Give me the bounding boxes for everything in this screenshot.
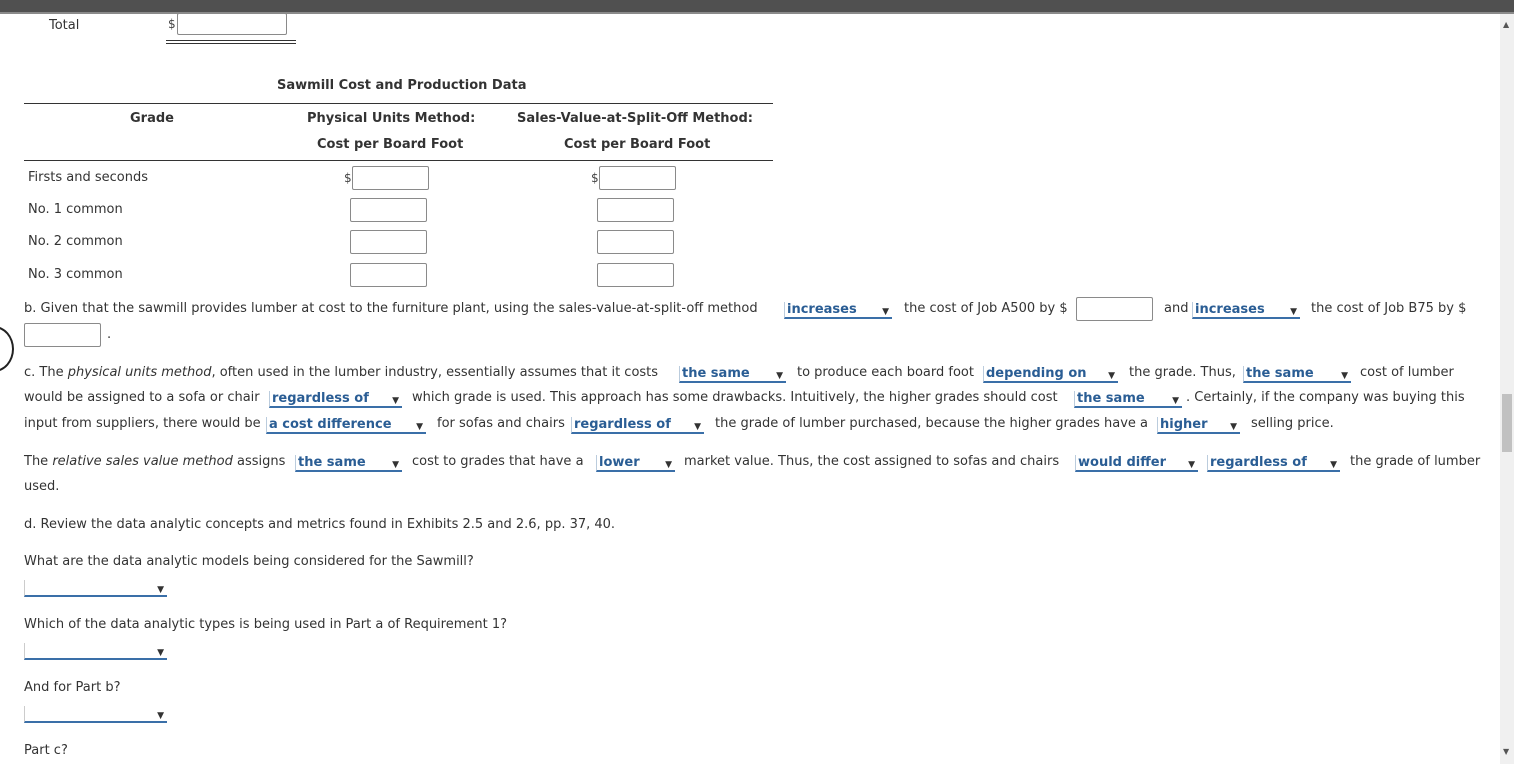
part-d-question-3: And for Part b? — [24, 680, 121, 695]
dropdown-arrow-icon: ▼ — [1330, 460, 1337, 470]
part-b-period: . — [107, 327, 112, 342]
col-header-grade: Grade — [130, 111, 174, 126]
total-double-underline-1 — [166, 40, 296, 41]
part-b-text-1: b. Given that the sawmill provides lumber at cost to the furniture plant, using the sales-value-at-split-off method — [24, 301, 758, 316]
part-c-text-5: would be assigned to a sofa or chair — [24, 390, 260, 405]
vertical-scrollbar[interactable] — [1500, 14, 1514, 764]
dropdown-arrow-icon: ▼ — [1230, 422, 1237, 432]
part-c-line1-text — [24, 365, 658, 380]
part-c-select-11[interactable] — [1075, 455, 1198, 472]
part-c-text-8: input from suppliers, there would be — [24, 416, 261, 431]
total-dollar-sign: $ — [168, 17, 176, 31]
part-d-question-4: Part c? — [24, 743, 68, 758]
row-label-no2: No. 2 common — [28, 234, 123, 249]
sales-input-no3[interactable] — [597, 263, 674, 287]
dropdown-arrow-icon: ▼ — [157, 648, 164, 658]
part-c-select-2[interactable] — [983, 366, 1118, 383]
select-value: would differ — [1078, 455, 1167, 470]
part-c-text-2: to produce each board foot — [797, 365, 974, 380]
part-c-select-4[interactable] — [269, 391, 402, 408]
select-value: regardless of — [574, 417, 671, 432]
part-c-text: The — [24, 454, 53, 469]
part-c-emphasis: physical units method — [67, 365, 212, 380]
part-c-emphasis: relative sales value method — [52, 454, 233, 469]
part-c-relative-text-3: market value. Thus, the cost assigned to sofas and chairs — [684, 454, 1060, 469]
part-c-text-9: for sofas and chairs — [437, 416, 565, 431]
dropdown-arrow-icon: ▼ — [157, 711, 164, 721]
dropdown-arrow-icon: ▼ — [1290, 307, 1297, 317]
part-c-text: assigns — [232, 454, 286, 469]
col-header-physical-line2: Cost per Board Foot — [317, 137, 464, 152]
physical-input-firsts[interactable] — [352, 166, 429, 190]
cursor-circle-marker — [0, 326, 14, 372]
col-header-sales-line1: Sales-Value-at-Split-Off Method: — [517, 111, 753, 126]
scroll-down-arrow-icon[interactable]: ▼ — [1503, 747, 1510, 756]
physical-dollar-sign: $ — [344, 171, 352, 185]
select-value: increases — [1195, 302, 1265, 317]
part-b-input-a500[interactable] — [1076, 297, 1153, 321]
physical-input-no1[interactable] — [350, 198, 427, 222]
part-c-select-9[interactable] — [295, 455, 402, 472]
part-b-select-2[interactable] — [1192, 302, 1300, 319]
part-d-intro: d. Review the data analytic concepts and metrics found in Exhibits 2.5 and 2.6, pp. 37, 40. — [24, 517, 616, 532]
physical-input-no2[interactable] — [350, 230, 427, 254]
part-c-select-10[interactable] — [596, 455, 675, 472]
select-value: the same — [682, 366, 750, 381]
part-c-text: , often used in the lumber industry, essentially assumes that it costs — [211, 365, 659, 380]
sales-dollar-sign: $ — [591, 171, 599, 185]
dropdown-arrow-icon: ▼ — [776, 371, 783, 381]
dropdown-arrow-icon: ▼ — [1188, 460, 1195, 470]
scroll-up-arrow-icon[interactable]: ▲ — [1503, 20, 1510, 29]
physical-input-no3[interactable] — [350, 263, 427, 287]
select-value: regardless of — [1210, 455, 1307, 470]
dropdown-arrow-icon: ▼ — [1172, 396, 1179, 406]
dropdown-arrow-icon: ▼ — [1108, 371, 1115, 381]
part-b-text-4: the cost of Job B75 by $ — [1311, 301, 1467, 316]
part-d-select-3[interactable] — [24, 706, 167, 723]
part-c-select-5[interactable] — [1074, 391, 1182, 408]
dropdown-arrow-icon: ▼ — [392, 396, 399, 406]
total-input[interactable] — [177, 13, 287, 35]
select-value: a cost difference — [269, 417, 392, 432]
part-c-select-12[interactable] — [1207, 455, 1340, 472]
part-c-text-6: which grade is used. This approach has some drawbacks. Intuitively, the higher grades should cost — [412, 390, 1058, 405]
part-c-text-7: . Certainly, if the company was buying this — [1186, 390, 1465, 405]
col-header-sales-line2: Cost per Board Foot — [564, 137, 711, 152]
part-c-text-3: the grade. Thus, — [1129, 365, 1236, 380]
total-label: Total — [49, 18, 80, 33]
part-b-text-2: the cost of Job A500 by $ — [904, 301, 1068, 316]
part-b-input-b75[interactable] — [24, 323, 101, 347]
dropdown-arrow-icon: ▼ — [694, 422, 701, 432]
part-c-relative-text-5: used. — [24, 479, 60, 494]
select-value: lower — [599, 455, 640, 470]
select-value: the same — [1246, 366, 1314, 381]
sales-input-no2[interactable] — [597, 230, 674, 254]
part-d-question-1: What are the data analytic models being considered for the Sawmill? — [24, 554, 474, 569]
part-c-select-7[interactable] — [571, 417, 704, 434]
total-double-underline-2 — [166, 43, 296, 44]
row-label-no3: No. 3 common — [28, 267, 123, 282]
select-value: depending on — [986, 366, 1087, 381]
browser-top-bar — [0, 0, 1514, 14]
part-d-select-1[interactable] — [24, 580, 167, 597]
part-d-select-2[interactable] — [24, 643, 167, 660]
part-b-text-3: and — [1164, 301, 1189, 316]
part-c-select-3[interactable] — [1243, 366, 1351, 383]
row-label-firsts: Firsts and seconds — [28, 170, 148, 185]
part-c-text: c. The — [24, 365, 68, 380]
table-header-rule — [24, 160, 773, 161]
part-c-text-11: selling price. — [1251, 416, 1334, 431]
dropdown-arrow-icon: ▼ — [392, 460, 399, 470]
select-value: the same — [1077, 391, 1145, 406]
dropdown-arrow-icon: ▼ — [157, 585, 164, 595]
part-c-select-1[interactable] — [679, 366, 786, 383]
select-value: increases — [787, 302, 857, 317]
dropdown-arrow-icon: ▼ — [665, 460, 672, 470]
part-d-question-2: Which of the data analytic types is being used in Part a of Requirement 1? — [24, 617, 508, 632]
sales-input-no1[interactable] — [597, 198, 674, 222]
col-header-physical-line1: Physical Units Method: — [307, 111, 476, 126]
select-value: regardless of — [272, 391, 369, 406]
sales-input-firsts[interactable] — [599, 166, 676, 190]
table-title: Sawmill Cost and Production Data — [277, 78, 527, 93]
part-c-relative-text-2: cost to grades that have a — [412, 454, 584, 469]
dropdown-arrow-icon: ▼ — [882, 307, 889, 317]
dropdown-arrow-icon: ▼ — [1341, 371, 1348, 381]
row-label-no1: No. 1 common — [28, 202, 123, 217]
table-top-rule — [24, 103, 773, 104]
part-c-text-4: cost of lumber — [1360, 365, 1454, 380]
part-c-relative-text-4: the grade of lumber — [1350, 454, 1481, 469]
part-b-select-1[interactable] — [784, 302, 892, 319]
part-c-text-10: the grade of lumber purchased, because the higher grades have a — [715, 416, 1149, 431]
scrollbar-thumb[interactable] — [1502, 394, 1512, 452]
part-c-select-6[interactable] — [266, 417, 426, 434]
dropdown-arrow-icon: ▼ — [416, 422, 423, 432]
select-value: the same — [298, 455, 366, 470]
select-value: higher — [1160, 417, 1208, 432]
part-c-relative-line-text — [24, 454, 285, 469]
part-c-select-8[interactable] — [1157, 417, 1240, 434]
